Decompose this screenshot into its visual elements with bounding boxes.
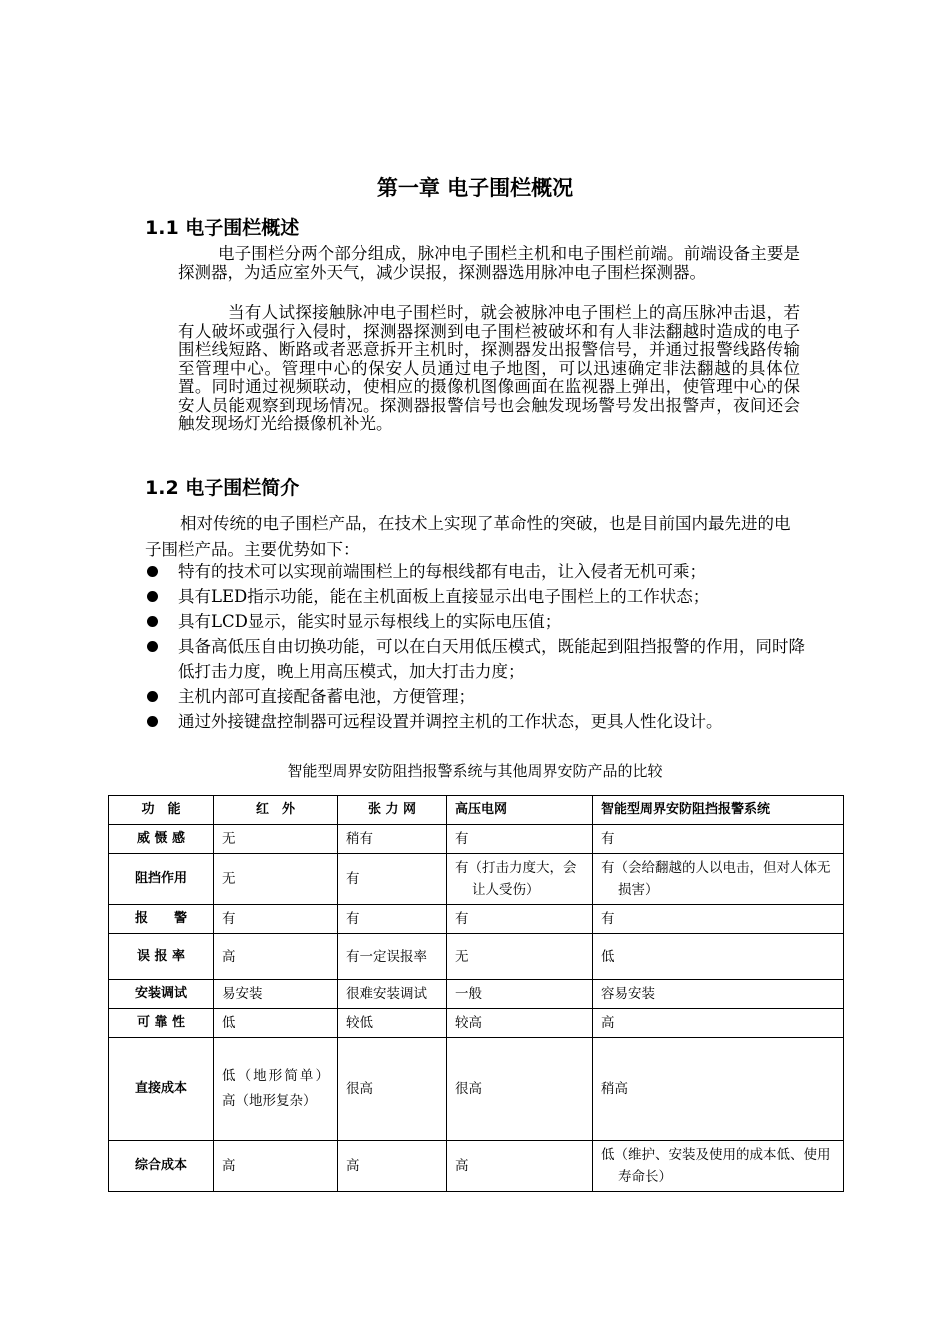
table-cell: 高 [447, 1141, 593, 1192]
table-cell: 较高 [447, 1009, 593, 1038]
table-row [109, 1009, 844, 1038]
table-cell: 低（地形简单）高（地形复杂） [214, 1038, 338, 1141]
table-cell: 有 [338, 854, 447, 905]
overview-paragraph: 当有人试探接触脉冲电子围栏时，就会被脉冲电子围栏上的高压脉冲击退，若有人破坏或强行入侵时，探测器探测到电子围栏被破坏和有人非法翻越时造成的电子围栏线短路、断路或者恶意拆开主机时，探测器发出报警信号，并通过报警线路传输至管理中心。管理中心的保安人员通过电子地图，可以迅速确定非法翻越的具体位置。同时通过视频联动，使相应的摄像机图像画面在监视器上弹出，使管理中心的保安人员能观察到现场情况。探测器报警信号也会触发现场警号发出报警声，夜间还会触发现场灯光给摄像机补光。 [178, 303, 800, 433]
overview-paragraph: 电子围栏分两个部分组成，脉冲电子围栏主机和电子围栏前端。前端设备主要是探测器，为适应室外天气，减少误报，探测器选用脉冲电子围栏探测器。 [178, 244, 800, 282]
table-cell: 很高 [447, 1038, 593, 1141]
row-header: 综合成本 [109, 1141, 214, 1192]
column-header: 张 力 网 [338, 796, 447, 825]
section-heading-introduction: 1.2 电子围栏简介 [145, 477, 300, 499]
table-row [109, 854, 844, 905]
table-cell: 稍高 [593, 1038, 844, 1141]
table-cell: 有（打击力度大，会让人受伤） [447, 854, 593, 905]
table-row [109, 980, 844, 1009]
list-item-text: 具有LED指示功能，能在主机面板上直接显示出电子围栏上的工作状态； [178, 587, 710, 606]
table-cell: 很难安装调试 [338, 980, 447, 1009]
list-item [145, 609, 810, 634]
row-header: 安装调试 [109, 980, 214, 1009]
table-cell: 有 [593, 825, 844, 854]
column-header: 高压电网 [447, 796, 593, 825]
advantages-list [145, 559, 810, 734]
table-cell: 有 [447, 825, 593, 854]
column-header: 红 外 [214, 796, 338, 825]
table-row [109, 934, 844, 980]
comparison-table [108, 795, 844, 1192]
table-caption: 智能型周界安防阻挡报警系统与其他周界安防产品的比较 [287, 762, 663, 780]
row-header: 报 警 [109, 905, 214, 934]
section-heading-overview: 1.1 电子围栏概述 [145, 217, 300, 239]
table-cell: 有（会给翻越的人以电击，但对人体无损害） [593, 854, 844, 905]
table-cell: 有 [593, 905, 844, 934]
bullet-icon [147, 641, 158, 652]
table-cell: 有 [214, 905, 338, 934]
table-cell: 有 [338, 905, 447, 934]
list-item [145, 709, 810, 734]
table-cell: 一般 [447, 980, 593, 1009]
chapter-title: 第一章 电子围栏概况 [376, 176, 574, 200]
bullet-icon [147, 691, 158, 702]
table-cell: 低 [214, 1009, 338, 1038]
table-cell: 无 [214, 825, 338, 854]
table-cell: 低（维护、安装及使用的成本低、使用寿命长） [593, 1141, 844, 1192]
list-item-text: 具有LCD显示，能实时显示每根线上的实际电压值； [178, 612, 562, 631]
table-row [109, 1141, 844, 1192]
list-item-text: 主机内部可直接配备蓄电池，方便管理； [178, 687, 475, 706]
column-header: 智能型周界安防阻挡报警系统 [593, 796, 844, 825]
table-cell: 较低 [338, 1009, 447, 1038]
row-header: 阻挡作用 [109, 854, 214, 905]
bullet-icon [147, 616, 158, 627]
table-cell: 有 [447, 905, 593, 934]
bullet-icon [147, 716, 158, 727]
table-row [109, 1038, 844, 1141]
table-cell: 无 [447, 934, 593, 980]
table-cell: 有一定误报率 [338, 934, 447, 980]
list-item-text: 特有的技术可以实现前端围栏上的每根线都有电击，让入侵者无机可乘； [178, 562, 706, 581]
introduction-paragraph: 相对传统的电子围栏产品，在技术上实现了革命性的突破，也是目前国内最先进的电子围栏产品。主要优势如下： [145, 514, 791, 559]
list-item [145, 584, 810, 609]
table-cell: 易安装 [214, 980, 338, 1009]
table-cell: 低 [593, 934, 844, 980]
table-cell: 很高 [338, 1038, 447, 1141]
row-header: 误 报 率 [109, 934, 214, 980]
table-cell: 高 [214, 1141, 338, 1192]
table-cell: 稍有 [338, 825, 447, 854]
list-item [145, 559, 810, 584]
list-item [145, 634, 810, 684]
table-cell: 高 [338, 1141, 447, 1192]
row-header: 可 靠 性 [109, 1009, 214, 1038]
table-row [109, 825, 844, 854]
list-item-text: 通过外接键盘控制器可远程设置并调控主机的工作状态，更具人性化设计。 [178, 712, 723, 731]
row-header: 威 慑 感 [109, 825, 214, 854]
row-header: 直接成本 [109, 1038, 214, 1141]
column-header: 功 能 [109, 796, 214, 825]
table-row [109, 905, 844, 934]
list-item [145, 684, 810, 709]
table-header-row [109, 796, 844, 825]
bullet-icon [147, 566, 158, 577]
table-cell: 高 [214, 934, 338, 980]
table-cell: 高 [593, 1009, 844, 1038]
list-item-text: 具备高低压自由切换功能，可以在白天用低压模式，既能起到阻挡报警的作用，同时降低打击力度，晚上用高压模式，加大打击力度； [178, 637, 805, 681]
table-cell: 容易安装 [593, 980, 844, 1009]
bullet-icon [147, 591, 158, 602]
table-cell: 无 [214, 854, 338, 905]
